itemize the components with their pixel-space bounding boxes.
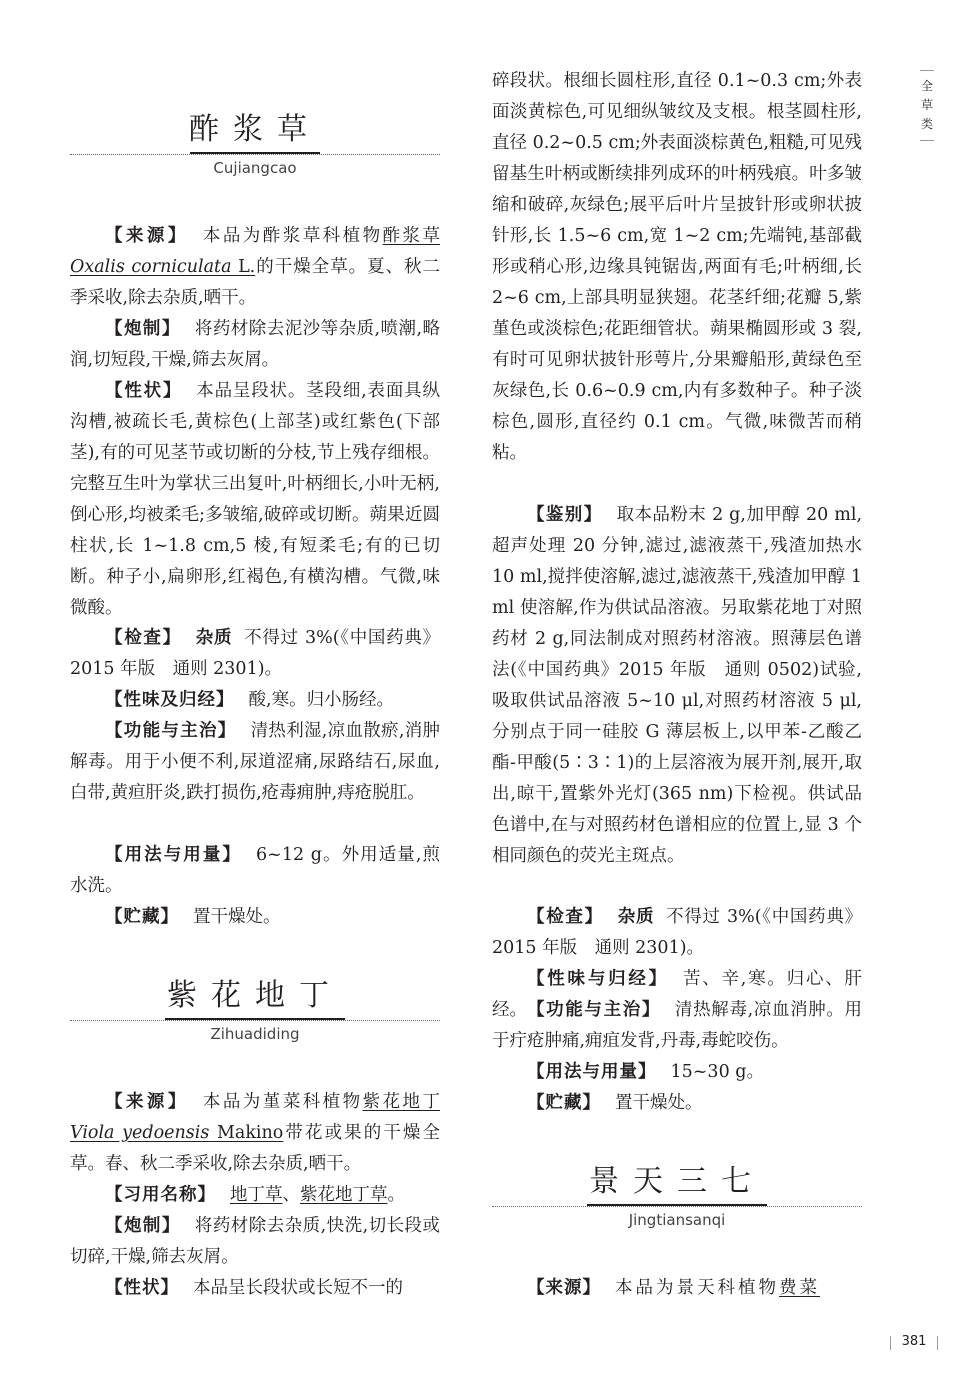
title-rule	[492, 1206, 862, 1207]
zihuadiding-source	[70, 1087, 440, 1180]
zihuadiding-storage	[492, 1088, 862, 1119]
sub-label: 杂质	[617, 907, 655, 927]
latin-authority: Makino	[216, 1123, 284, 1143]
entry-title-zihuadiding	[70, 970, 440, 1043]
zihuadiding-alias	[70, 1180, 440, 1211]
section-label: 【鉴别】	[527, 505, 603, 525]
sub-label: 杂质	[195, 628, 233, 648]
text: 不得过 3%(《中国药典》2015 年版 通则 2301)。	[70, 628, 441, 679]
page-number-divider	[937, 1336, 938, 1350]
section-label: 【用法与用量】	[527, 1062, 657, 1082]
section-label: 【来源】	[105, 1092, 189, 1112]
cujiangcao-check	[70, 623, 440, 685]
text: 、	[282, 1185, 300, 1205]
title-rule	[70, 154, 440, 155]
section-label: 【用法与用量】	[105, 845, 243, 865]
side-tab-char: 全	[920, 79, 933, 93]
section-label: 【检查】	[105, 628, 182, 648]
cujiangcao-source	[70, 221, 440, 314]
text: 6~12 g。外用适量,煎水洗。	[70, 845, 440, 896]
latin-authority: L.	[238, 257, 256, 277]
text: 将药材除去泥沙等杂质,喷潮,略润,切短段,干燥,筛去灰屑。	[70, 319, 441, 370]
text: 置干燥处。	[193, 907, 281, 927]
text: 碎段状。根细长圆柱形,直径 0.1~0.3 cm;外表面淡黄棕色,可见细纵皱纹及支根。根茎圆柱形,直径 0.2~0.5 cm;外表面淡棕黄色,粗糙,可见残留基生叶柄或断续排列成环的叶柄残痕。叶多皱缩和破碎,灰绿色;展平后叶片呈披针形或卵状披针形,长 1.5~6 cm,宽 1~2 cm;先端钝,基部截形或稍心形,边缘具钝锯齿,两面有毛;叶柄细,长 2~6 cm,上部具明显狭翅。花茎纤细;花瓣 5,紫堇色或淡棕色;花距细管状。蒴果椭圆形或 3 裂,有时可见卵状披针形萼片,分果瓣船形,黄绿色至灰绿色,长 0.6~0.9 cm,内有多数种子。种子淡棕色,圆形,直径约 0.1 cm。气微,味微苦而稍粘。	[492, 71, 862, 463]
cujiangcao-prep	[70, 314, 440, 376]
page-number-block	[890, 1334, 938, 1349]
text: 本品为堇菜科植物	[202, 1092, 363, 1112]
page-number: 381	[901, 1334, 927, 1349]
zihuadiding-function	[492, 995, 862, 1057]
zihuadiding-usage	[492, 1057, 862, 1088]
zihuadiding-identification	[492, 500, 862, 872]
text: 15~30 g。	[670, 1062, 764, 1082]
latin-name: Viola yedoensis	[70, 1123, 210, 1143]
side-tab-char: 类	[920, 117, 933, 131]
section-label: 【检查】	[527, 907, 604, 927]
entry-title-jingtiansanqi	[492, 1156, 862, 1229]
section-label: 【功能与主治】	[105, 721, 237, 741]
entry-title-pinyin: Cujiangcao	[213, 159, 297, 177]
text: 不得过 3%(《中国药典》2015 年版 通则 2301)。	[492, 907, 863, 958]
page-number-divider	[890, 1336, 891, 1350]
entry-title-pinyin: Zihuadiding	[210, 1025, 300, 1043]
text: 置干燥处。	[615, 1093, 703, 1113]
entry-title-cujiangcao	[70, 104, 440, 177]
entry-title-zh: 景天三七	[589, 1164, 765, 1199]
entry-title-zh: 酢浆草	[189, 112, 321, 147]
section-label: 【贮藏】	[527, 1093, 601, 1113]
jingtiansanqi-source	[492, 1273, 862, 1304]
section-label: 【功能与主治】	[527, 1000, 662, 1020]
section-label: 【贮藏】	[105, 907, 179, 927]
zihuadiding-characteristics-start	[70, 1273, 440, 1304]
section-label: 【性状】	[105, 1278, 179, 1298]
text: 酸,寒。归小肠经。	[248, 690, 395, 710]
section-label: 【来源】	[105, 226, 189, 246]
text: 的干燥全草。夏、秋二季采收,除去杂质,晒干。	[70, 257, 441, 308]
section-label: 【性味及归经】	[105, 690, 235, 710]
section-label: 【炮制】	[105, 1216, 181, 1236]
zihuadiding-prep	[70, 1211, 440, 1273]
alias-name: 地丁草	[230, 1185, 283, 1205]
cujiangcao-characteristics	[70, 376, 440, 624]
section-label: 【性状】	[105, 381, 183, 401]
plant-name: 紫花地丁	[362, 1092, 441, 1112]
text: 带花或果的干燥全草。春、秋二季采收,除去杂质,晒干。	[70, 1123, 440, 1174]
plant-name: 酢浆草	[382, 226, 441, 246]
latin-name: Oxalis corniculata	[70, 257, 232, 277]
zihuadiding-check	[492, 902, 862, 964]
cujiangcao-usage	[70, 840, 440, 902]
zihuadiding-characteristics-cont	[492, 66, 862, 469]
text: 将药材除去杂质,快洗,切长段或切碎,干燥,筛去灰屑。	[70, 1216, 441, 1267]
section-side-tab	[918, 70, 936, 141]
entry-title-pinyin: Jingtiansanqi	[628, 1211, 726, 1229]
alias-name: 紫花地丁草	[300, 1185, 388, 1205]
section-label: 【炮制】	[105, 319, 181, 339]
title-rule	[70, 1020, 440, 1021]
cujiangcao-taste	[70, 685, 440, 716]
plant-name: 费菜	[779, 1278, 820, 1298]
cujiangcao-function	[70, 716, 440, 809]
cujiangcao-storage	[70, 902, 440, 933]
section-label: 【来源】	[527, 1278, 601, 1298]
entry-title-zh: 紫花地丁	[167, 978, 343, 1013]
section-label: 【习用名称】	[105, 1185, 216, 1205]
side-tab-char: 草	[920, 98, 933, 112]
text: 本品为景天科植物	[615, 1278, 779, 1298]
text: 清热解毒,凉血消肿。用于疔疮肿痛,痈疽发背,丹毒,毒蛇咬伤。	[492, 1000, 863, 1051]
section-label: 【性味与归经】	[527, 969, 669, 989]
text: 。	[387, 1185, 405, 1205]
text: 本品为酢浆草科植物	[202, 226, 383, 246]
side-tab-bottom-rule	[920, 140, 934, 141]
text: 苦、辛,寒。归心、肝经。	[492, 969, 863, 1020]
text: 本品呈长段状或长短不一的	[193, 1278, 403, 1298]
text: 清热利湿,凉血散瘀,消肿解毒。用于小便不利,尿道涩痛,尿路结石,尿血,白带,黄疸肝炎,跌打损伤,疮毒痈肿,痔疮脱肛。	[70, 721, 441, 803]
text: 取本品粉末 2 g,加甲醇 20 ml,超声处理 20 分钟,滤过,滤液蒸干,残渣加热水 10 ml,搅拌使溶解,滤过,滤液蒸干,残渣加甲醇 1 ml 使溶解,作为供试品溶液。另取紫花地丁对照药材 2 g,同法制成对照药材溶液。照薄层色谱法(《中国药典》2015 年版 通则 0502)试验,吸取供试品溶液 5~10 μl,对照药材溶液 5 μl,分别点于同一硅胶 G 薄层板上,以甲苯-乙酸乙酯-甲酸(5∶3∶1)的上层溶液为展开剂,展开,取出,晾干,置紫外光灯(365 nm)下检视。供试品色谱中,在与对照药材色谱相应的位置上,显 3 个相同颜色的荧光主斑点。	[492, 505, 863, 866]
text: 本品呈段状。茎段细,表面具纵沟槽,被疏长毛,黄棕色(上部茎)或红紫色(下部茎),有的可见茎节或切断的分枝,节上残存细根。完整互生叶为掌状三出复叶,叶柄细长,小叶无柄,倒心形,均被柔毛;多皱缩,破碎或切断。蒴果近圆柱状,长 1~1.8 cm,5 棱,有短柔毛;有的已切断。种子小,扁卵形,红褐色,有横沟槽。气微,味微酸。	[70, 381, 441, 618]
